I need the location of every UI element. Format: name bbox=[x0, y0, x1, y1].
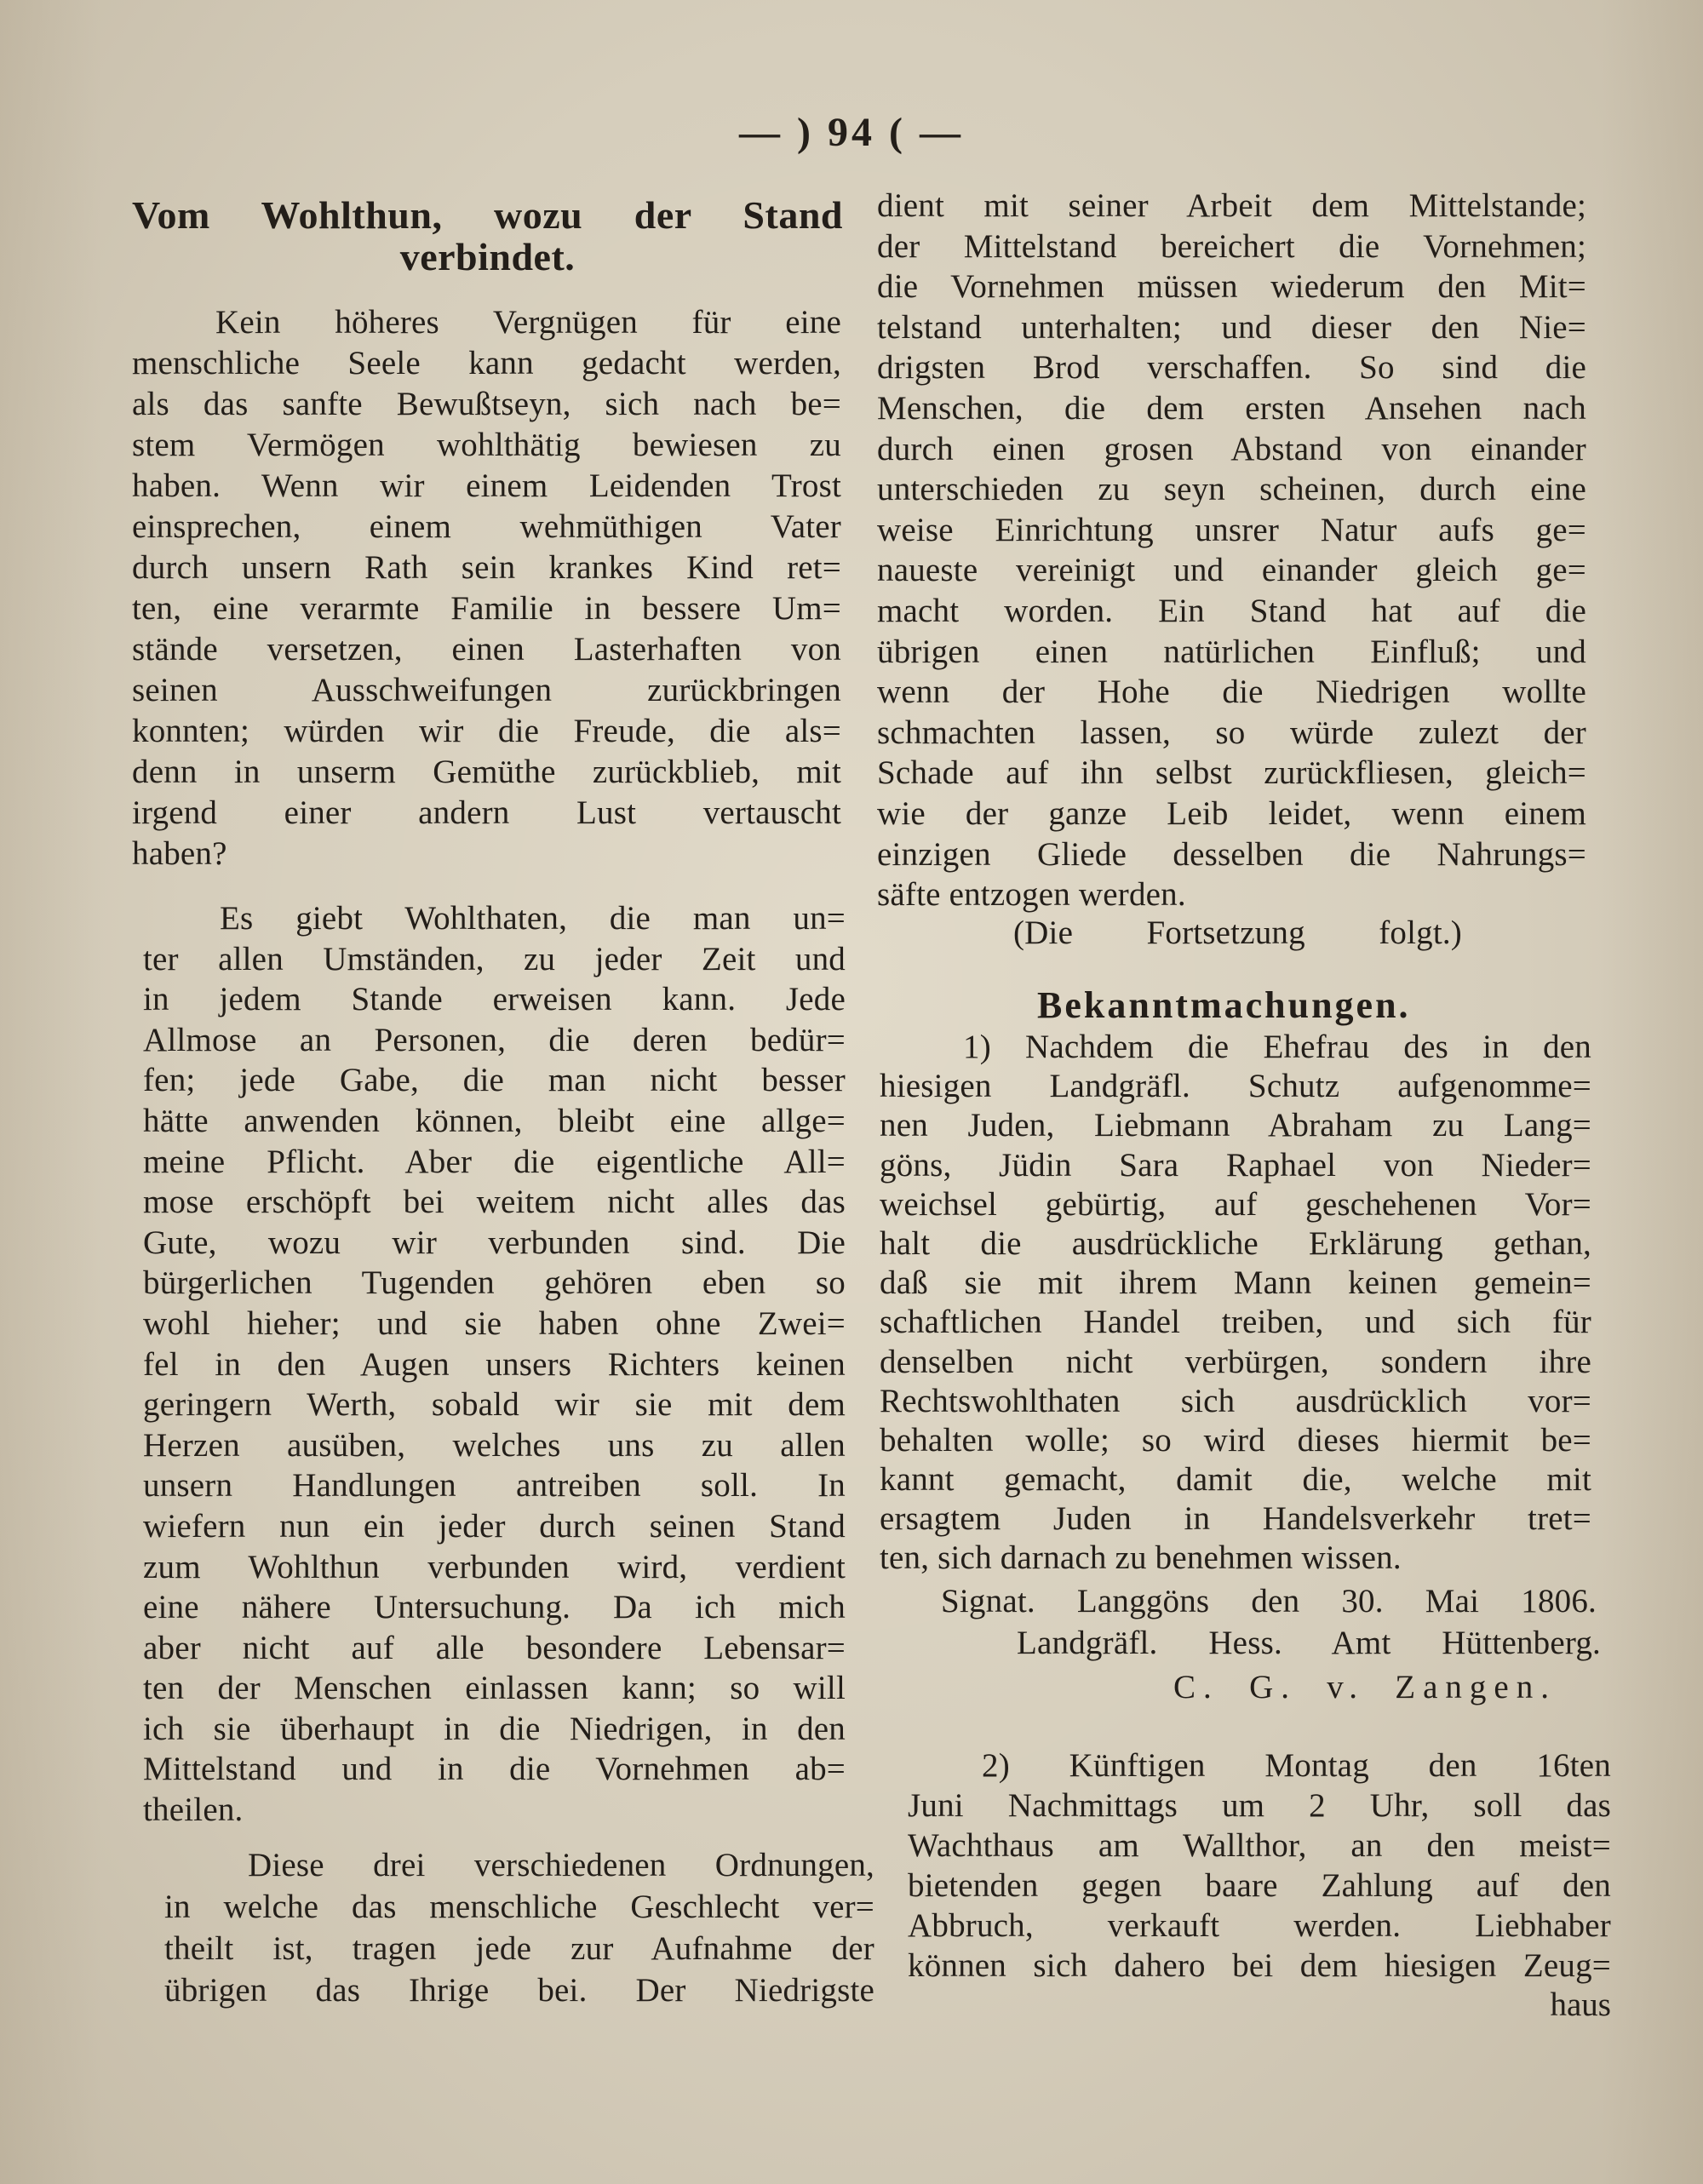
text-line: Diese drei verschiedenen Ordnungen, bbox=[248, 1847, 874, 1883]
text-line: übrigen einen natürlichen Einfluß; und bbox=[877, 633, 1586, 670]
text-line: konnten; würden wir die Freude, die als= bbox=[132, 713, 841, 749]
announcement-2 bbox=[908, 1745, 1611, 1986]
text-line: meine Pflicht. Aber die eigentliche All= bbox=[143, 1143, 846, 1180]
text-line: durch unsern Rath sein krankes Kind ret= bbox=[132, 549, 841, 586]
text-line: naueste vereinigt und einander gleich ge= bbox=[877, 552, 1586, 589]
text-line: Juni Nachmittags um 2 Uhr, soll das bbox=[908, 1787, 1611, 1824]
paragraph-continued bbox=[877, 186, 1586, 915]
text-line: die Vornehmen müssen wiederum den Mit= bbox=[877, 268, 1586, 306]
continuation-text: (Die Fortsetzung folgt.) bbox=[1013, 914, 1462, 951]
text-line: daß sie mit ihrem Mann keinen gemein= bbox=[880, 1264, 1591, 1302]
text-line: Kein höheres Vergnügen für eine bbox=[215, 304, 841, 341]
text-line: fen; jede Gabe, die man nicht besser bbox=[143, 1062, 846, 1099]
signature-line: Signat. Langgöns den 30. Mai 1806. bbox=[941, 1583, 1597, 1619]
paragraph bbox=[132, 302, 841, 874]
text-line: halt die ausdrückliche Erklärung gethan, bbox=[880, 1224, 1591, 1262]
article-title-line: Vom Wohlthun, wozu der Stand bbox=[132, 193, 843, 237]
text-line: geringern Werth, sobald wir sie mit dem bbox=[143, 1386, 846, 1424]
text-line: in jedem Stande erweisen kann. Jede bbox=[143, 981, 846, 1018]
text-line: unterschieden zu seyn scheinen, durch eine bbox=[877, 471, 1586, 508]
paragraph bbox=[164, 1844, 874, 2011]
signature-office bbox=[1017, 1623, 1601, 1664]
text-line: durch einen grosen Abstand von einander bbox=[877, 430, 1586, 467]
text-line: behalten wolle; so wird dieses hiermit be= bbox=[880, 1421, 1591, 1459]
text-line: theilt ist, tragen jede zur Aufnahme der bbox=[164, 1930, 874, 1967]
text-line: dient mit seiner Arbeit dem Mittelstande; bbox=[877, 187, 1586, 224]
catchword: haus bbox=[1550, 1986, 1611, 2023]
text-line: einsprechen, einem wehmüthigen Vater bbox=[132, 508, 841, 545]
text-line: göns, Jüdin Sara Raphael von Nieder= bbox=[880, 1146, 1591, 1184]
text-line: 1) Nachdem die Ehefrau des in den bbox=[963, 1029, 1591, 1065]
text-line: Menschen, die dem ersten Ansehen nach bbox=[877, 389, 1586, 427]
announcement-1 bbox=[880, 1028, 1591, 1579]
paragraph bbox=[143, 898, 846, 1831]
text-line: in welche das menschliche Geschlecht ver= bbox=[164, 1889, 874, 1925]
text-line: säfte entzogen werden. bbox=[877, 876, 1186, 914]
text-line: eine nähere Untersuchung. Da ich mich bbox=[143, 1589, 846, 1626]
signature-line: Landgräfl. Hess. Amt Hüttenberg. bbox=[1017, 1625, 1601, 1661]
text-line: stände versetzen, einen Lasterhaften von bbox=[132, 631, 841, 668]
text-line: können sich dahero bei dem hiesigen Zeug= bbox=[908, 1947, 1611, 1984]
text-line: unsern Handlungen antreiben soll. In bbox=[143, 1467, 846, 1505]
text-line: wiefern nun ein jeder durch seinen Stand bbox=[143, 1507, 846, 1545]
signature-place-date bbox=[941, 1581, 1597, 1622]
section-heading: Bekanntmachungen. bbox=[1037, 984, 1411, 1026]
text-line: wohl hieher; und sie haben ohne Zwei= bbox=[143, 1304, 846, 1342]
text-line: hätte anwenden können, bleibt eine allge= bbox=[143, 1102, 846, 1139]
text-line: stem Vermögen wohlthätig bewiesen zu bbox=[132, 427, 841, 463]
text-line: einzigen Gliede desselben die Nahrungs= bbox=[877, 835, 1586, 873]
text-line: fel in den Augen unsers Richters keinen bbox=[143, 1345, 846, 1383]
text-line: kannt gemacht, damit die, welche mit bbox=[880, 1461, 1591, 1499]
article-title-line: verbindet. bbox=[399, 235, 576, 278]
text-line: Abbruch, verkauft werden. Liebhaber bbox=[908, 1907, 1611, 1944]
text-line: ersagtem Juden in Handelsverkehr tret= bbox=[880, 1500, 1591, 1538]
text-line: Rechtswohlthaten sich ausdrücklich vor= bbox=[880, 1382, 1591, 1419]
text-line: telstand unterhalten; und dieser den Nie= bbox=[877, 308, 1586, 346]
text-line: weise Einrichtung unsrer Natur aufs ge= bbox=[877, 511, 1586, 548]
text-line: menschliche Seele kann gedacht werden, bbox=[132, 345, 841, 381]
text-line: haben? bbox=[132, 835, 227, 872]
text-line: schaftlichen Handel treiben, und sich für bbox=[880, 1304, 1591, 1341]
text-line: bietenden gegen baare Zahlung auf den bbox=[908, 1867, 1611, 1904]
text-line: macht worden. Ein Stand hat auf die bbox=[877, 592, 1586, 629]
text-line: irgend einer andern Lust vertauscht bbox=[132, 794, 841, 831]
text-line: Wachthaus am Wallthor, an den meist= bbox=[908, 1827, 1611, 1864]
text-line: mose erschöpft bei weitem nicht alles das bbox=[143, 1184, 846, 1221]
text-line: Mittelstand und in die Vornehmen ab= bbox=[143, 1751, 846, 1788]
text-line: theilen. bbox=[143, 1791, 244, 1829]
text-line: schmachten lassen, so würde zulezt der bbox=[877, 714, 1586, 751]
text-line: 2) Künftigen Montag den 16ten bbox=[982, 1747, 1611, 1784]
text-line: ich sie überhaupt in die Niedrigen, in den bbox=[143, 1710, 846, 1747]
text-line: wenn der Hohe die Niedrigen wollte bbox=[877, 674, 1586, 711]
page-number: — ) 94 ( — bbox=[739, 110, 964, 155]
text-line: ten, eine verarmte Familie in bessere Um= bbox=[132, 590, 841, 627]
text-line: ten der Menschen einlassen kann; so will bbox=[143, 1670, 846, 1707]
signature-line: C. G. v. Zangen. bbox=[1173, 1669, 1557, 1705]
text-line: Herzen ausüben, welches uns zu allen bbox=[143, 1426, 846, 1464]
text-line: nen Juden, Liebmann Abraham zu Lang= bbox=[880, 1107, 1591, 1144]
text-line: übrigen das Ihrige bei. Der Niedrigste bbox=[164, 1972, 874, 2009]
text-line: Es giebt Wohlthaten, die man un= bbox=[220, 900, 846, 937]
text-line: aber nicht auf alle besondere Lebensar= bbox=[143, 1629, 846, 1666]
text-line: wie der ganze Leib leidet, wenn einem bbox=[877, 794, 1586, 832]
text-line: bürgerlichen Tugenden gehören eben so bbox=[143, 1264, 846, 1302]
text-line: denn in unserm Gemüthe zurückblieb, mit bbox=[132, 754, 841, 790]
text-line: seinen Ausschweifungen zurückbringen bbox=[132, 672, 841, 708]
text-line: Gute, wozu wir verbunden sind. Die bbox=[143, 1224, 846, 1261]
text-line: haben. Wenn wir einem Leidenden Trost bbox=[132, 467, 841, 504]
text-line: zum Wohlthun verbunden wird, verdient bbox=[143, 1548, 846, 1585]
article-title bbox=[132, 194, 843, 278]
text-line: ter allen Umständen, zu jeder Zeit und bbox=[143, 940, 846, 977]
continuation-note bbox=[1013, 913, 1462, 954]
text-line: ten, sich darnach zu benehmen wissen. bbox=[880, 1539, 1402, 1577]
text-line: hiesigen Landgräfl. Schutz aufgenomme= bbox=[880, 1068, 1591, 1105]
text-line: denselben nicht verbürgen, sondern ihre bbox=[880, 1343, 1591, 1380]
text-line: der Mittelstand bereichert die Vornehmen; bbox=[877, 227, 1586, 265]
text-line: Allmose an Personen, die deren bedür= bbox=[143, 1021, 846, 1058]
text-line: als das sanfte Bewußtseyn, sich nach be= bbox=[132, 386, 841, 422]
text-line: Schade auf ihn selbst zurückfliesen, gleich= bbox=[877, 754, 1586, 792]
text-line: weichsel gebürtig, auf geschehenen Vor= bbox=[880, 1185, 1591, 1223]
signature-name bbox=[1173, 1667, 1557, 1708]
text-line: drigsten Brod verschaffen. So sind die bbox=[877, 349, 1586, 387]
